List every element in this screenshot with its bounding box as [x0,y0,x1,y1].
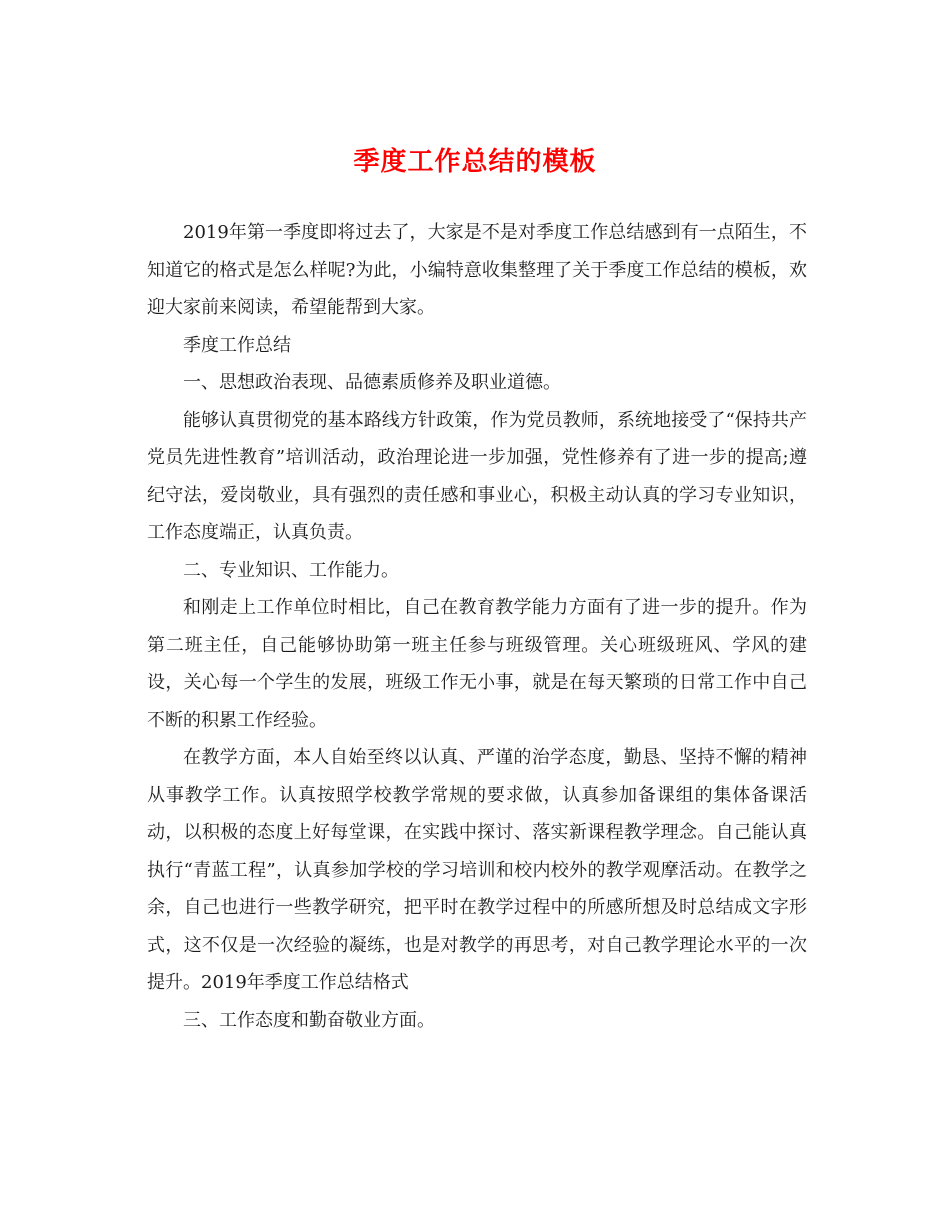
section-heading-2: 二、专业知识、工作能力。 [183,559,399,581]
paragraph-heading: 季度工作总结 [183,334,291,356]
document-body [147,214,807,1039]
document-title: 季度工作总结的模板 [353,147,597,177]
section-heading-1: 一、思想政治表现、品德素质修养及职业道德。 [183,372,561,393]
paragraph-intro: 2019年第一季度即将过去了，大家是不是对季度工作总结感到有一点陌生，不知道它的格式是怎么样呢?为此，小编特意收集整理了关于季度工作总结的模板，欢迎大家前来阅读，希望能帮到大家。 [147,222,807,318]
paragraph-section-2a: 和刚走上工作单位时相比，自己在教育教学能力方面有了进一步的提升。作为第二班主任，自己能够协助第一班主任参与班级管理。关心班级班风、学风的建设，关心每一个学生的发展，班级工作无小事，就是在每天繁琐的日常工作中自己不断的积累工作经验。 [147,597,807,731]
section-heading-3: 三、工作态度和勤奋敬业方面。 [183,1009,435,1031]
paragraph-section-2b: 在教学方面，本人自始至终以认真、严谨的治学态度，勤恳、坚持不懈的精神从事教学工作。认真按照学校教学常规的要求做，认真参加备课组的集体备课活动，以积极的态度上好每堂课，在实践中探讨、落实新课程教学理念。自己能认真执行“青蓝工程”，认真参加学校的学习培训和校内校外的教学观摩活动。在教学之余，自己也进行一些教学研究，把平时在教学过程中的所感所想及时总结成文字形式，这不仅是一次经验的凝练，也是对教学的再思考，对自己教学理论水平的一次提升。2019年季度工作总结格式 [147,747,807,993]
paragraph-section-1: 能够认真贯彻党的基本路线方针政策，作为党员教师，系统地接受了“保持共产党员先进性教育”培训活动，政治理论进一步加强，党性修养有了进一步的提高;遵纪守法，爱岗敬业，具有强烈的责任感和事业心，积极主动认真的学习专业知识，工作态度端正，认真负责。 [147,409,807,543]
